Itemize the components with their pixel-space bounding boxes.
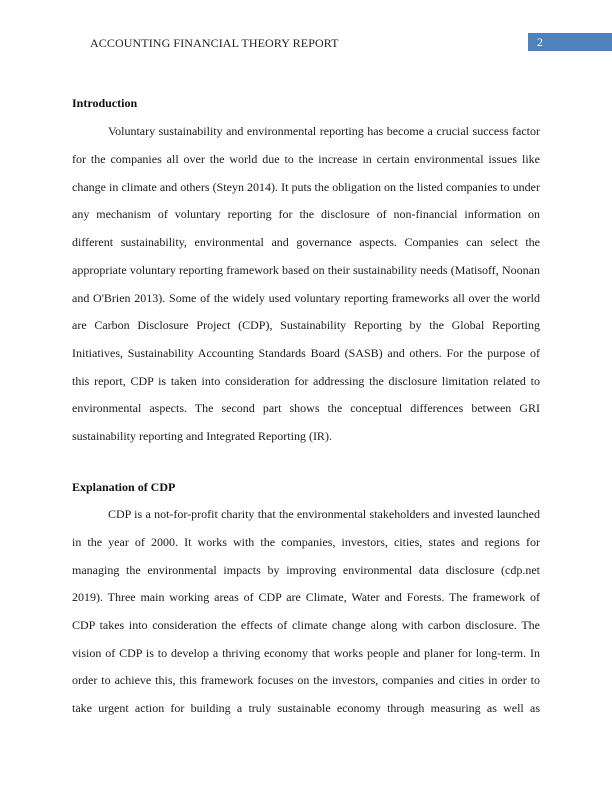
section-heading-explanation-of-cdp: Explanation of CDP: [72, 480, 176, 494]
paragraph-line: any mechanism of voluntary reporting for the disclosure of non-financial information on: [72, 207, 540, 221]
paragraph-line: and O'Brien 2013). Some of the widely used voluntary reporting frameworks all over the world: [72, 291, 540, 305]
paragraph-line: environmental aspects. The second part shows the conceptual differences between GRI: [72, 401, 540, 415]
running-header-title: ACCOUNTING FINANCIAL THEORY REPORT: [90, 36, 339, 50]
paragraph-line: vision of CDP is to develop a thriving economy that works people and planer for long-term. In: [72, 646, 540, 660]
paragraph-line: appropriate voluntary reporting framework based on their sustainability needs (Matisoff, Noonan: [72, 263, 540, 277]
paragraph-line: managing the environmental impacts by improving environmental data disclosure (cdp.net: [72, 563, 540, 577]
paragraph-line: different sustainability, environmental and governance aspects. Companies can select the: [72, 235, 540, 249]
page-number: 2: [528, 33, 612, 51]
paragraph-line: this report, CDP is taken into consideration for addressing the disclosure limitation related to: [72, 374, 540, 388]
paragraph-line: change in climate and others (Steyn 2014). It puts the obligation on the listed companies to under: [72, 180, 540, 194]
paragraph-line: 2019). Three main working areas of CDP are Climate, Water and Forests. The framework of: [72, 590, 540, 604]
paragraph-line: for the companies all over the world due to the increase in certain environmental issues like: [72, 152, 540, 166]
paragraph-line: CDP is a not-for-profit charity that the environmental stakeholders and invested launched: [108, 507, 540, 521]
paragraph-line: take urgent action for building a truly sustainable economy through measuring as well as: [72, 701, 540, 715]
paragraph-line: are Carbon Disclosure Project (CDP), Sustainability Reporting by the Global Reporting: [72, 318, 540, 332]
paragraph-line: Voluntary sustainability and environmental reporting has become a crucial success factor: [108, 124, 540, 138]
paragraph-line: order to achieve this, this framework focuses on the investors, companies and cities in order to: [72, 673, 540, 687]
paragraph-line: CDP takes into consideration the effects of climate change along with carbon disclosure. The: [72, 618, 540, 632]
paragraph-line: sustainability reporting and Integrated Reporting (IR).: [72, 429, 332, 443]
paragraph-line: Initiatives, Sustainability Accounting Standards Board (SASB) and others. For the purpose of: [72, 346, 540, 360]
paragraph-line: in the year of 2000. It works with the companies, investors, cities, states and regions for: [72, 535, 540, 549]
section-heading-introduction: Introduction: [72, 96, 138, 110]
